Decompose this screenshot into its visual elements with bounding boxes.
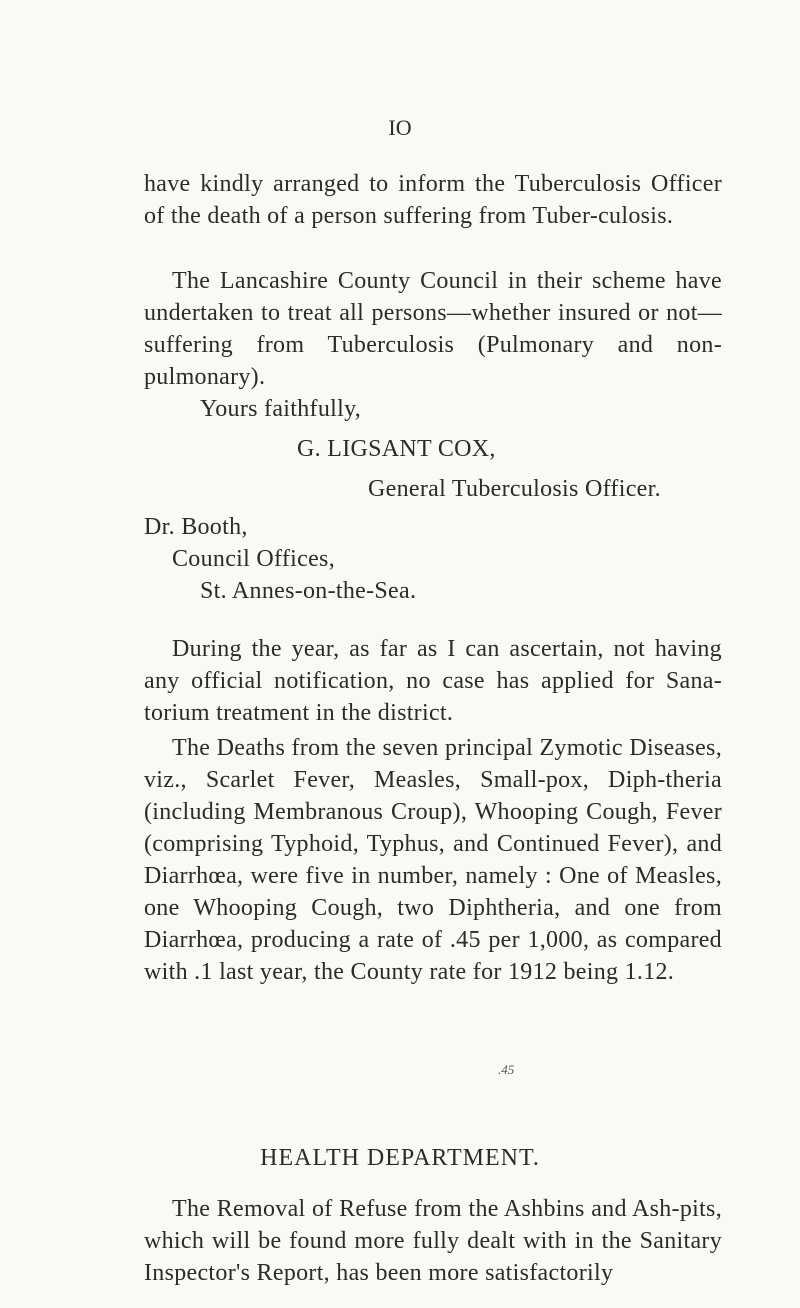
paragraph-refuse-removal (144, 1193, 722, 1289)
letter-paragraph-1 (144, 168, 722, 232)
letter-paragraph-2-text: The Lancashire County Council in their scheme have undertaken to treat all persons—whether insured or not—suffering from Tuberculosis (Pulmonary and non-pulmonary). (144, 268, 722, 390)
letter-paragraph-2 (144, 265, 722, 393)
paragraph-refuse-removal-text: The Removal of Refuse from the Ashbins and Ash-pits, which will be found more fully dealt with in the Sanitary Inspector's Report, has been more satisfactorily (144, 1196, 722, 1286)
letter-paragraph-1-text: have kindly arranged to inform the Tuberculosis Officer of the death of a person suffering from Tuber-culosis. (144, 171, 722, 229)
paragraph-sanatorium (144, 633, 722, 729)
page-number: IO (388, 115, 412, 140)
paragraph-zymotic-diseases-text: The Deaths from the seven principal Zymotic Diseases, viz., Scarlet Fever, Measles, Small-pox, Diph-theria (including Membranous Croup), Whooping Cough, Fever (comprising Typhoid, Typhus, and Continued Fever), and Diarrhœa, were five in number, namely : One of Measles, one Whooping Cough, two Diphtheria, and one from Diarrhœa, producing a rate of .45 per 1,000, as compared with .1 last year, the County rate for 1912 being 1.12. (144, 735, 722, 985)
section-heading: HEALTH DEPARTMENT. (260, 1145, 540, 1171)
paragraph-sanatorium-text: During the year, as far as I can ascertain, not having any official notification, no case has applied for Sana-torium treatment in the district. (144, 636, 722, 726)
paragraph-zymotic-diseases (144, 732, 722, 988)
addressee-line-1: Dr. Booth, (144, 514, 248, 540)
letter-signatory-title: General Tuberculosis Officer. (368, 476, 661, 502)
letter-closing: Yours faithfully, (200, 396, 362, 422)
addressee-line-2: Council Offices, (172, 546, 335, 572)
letter-signatory: G. LIGSANT COX, (297, 436, 496, 462)
addressee-line-3: St. Annes-on-the-Sea. (200, 578, 417, 604)
handwritten-interlineation: .45 (498, 1062, 515, 1077)
